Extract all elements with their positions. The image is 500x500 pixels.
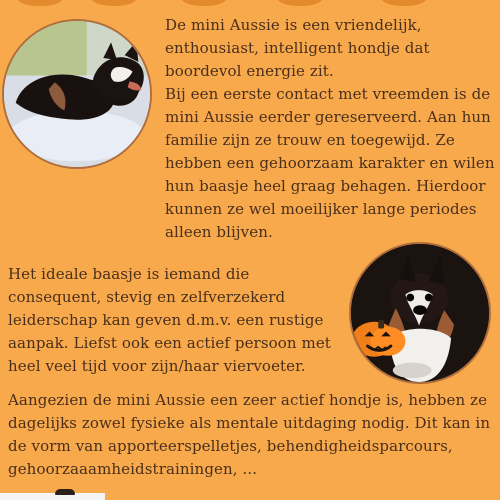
temperament-paragraph: Bij een eerste contact met vreemden is de mini Aussie eerder gereserveerd. Aan hun familie zijn ze trouw en toegewijd. Ze hebben een gehoorzaam karakter en wilen hun baasje heel graag behagen. Hierdoor kunnen ze wel moeilijker lange periodes alleen blijven. (165, 85, 495, 241)
intro-text-block (165, 14, 495, 244)
activity-text-block (8, 389, 494, 481)
top-edge-blob (92, 0, 136, 6)
bottom-edge-decoration (0, 489, 500, 500)
bottom-paw-icon (55, 489, 75, 495)
intro-paragraph: De mini Aussie is een vriendelijk, enthousiast, intelligent hondje dat boordevol energie zit. (165, 16, 430, 80)
activity-paragraph: Aangezien de mini Aussie een zeer actief hondje is, hebben ze dagelijks zowel fysieke als mentale uitdaging nodig. Dit kan in de vorm van apporteerspelletjes, behendigheidsparcours, gehoorzaaamheidstrainingen, ... (8, 391, 491, 478)
owner-paragraph: Het ideale baasje is iemand die consequent, stevig en zelfverzekerd leiderschap kan geven d.m.v. een rustige aanpak. Liefst ook een actief persoon met heel veel tijd voor zijn/haar viervoeter. (8, 265, 331, 375)
dog-on-chair-photo (2, 19, 152, 169)
owner-text-block (8, 263, 342, 378)
top-edge-blob (382, 0, 426, 6)
top-edge-blob (278, 0, 322, 6)
top-edge-decoration (0, 0, 500, 10)
dog-with-pumpkin-photo (349, 242, 491, 384)
top-edge-blob (182, 0, 226, 6)
bottom-left-white-strip (0, 493, 105, 500)
top-edge-blob (18, 0, 62, 6)
